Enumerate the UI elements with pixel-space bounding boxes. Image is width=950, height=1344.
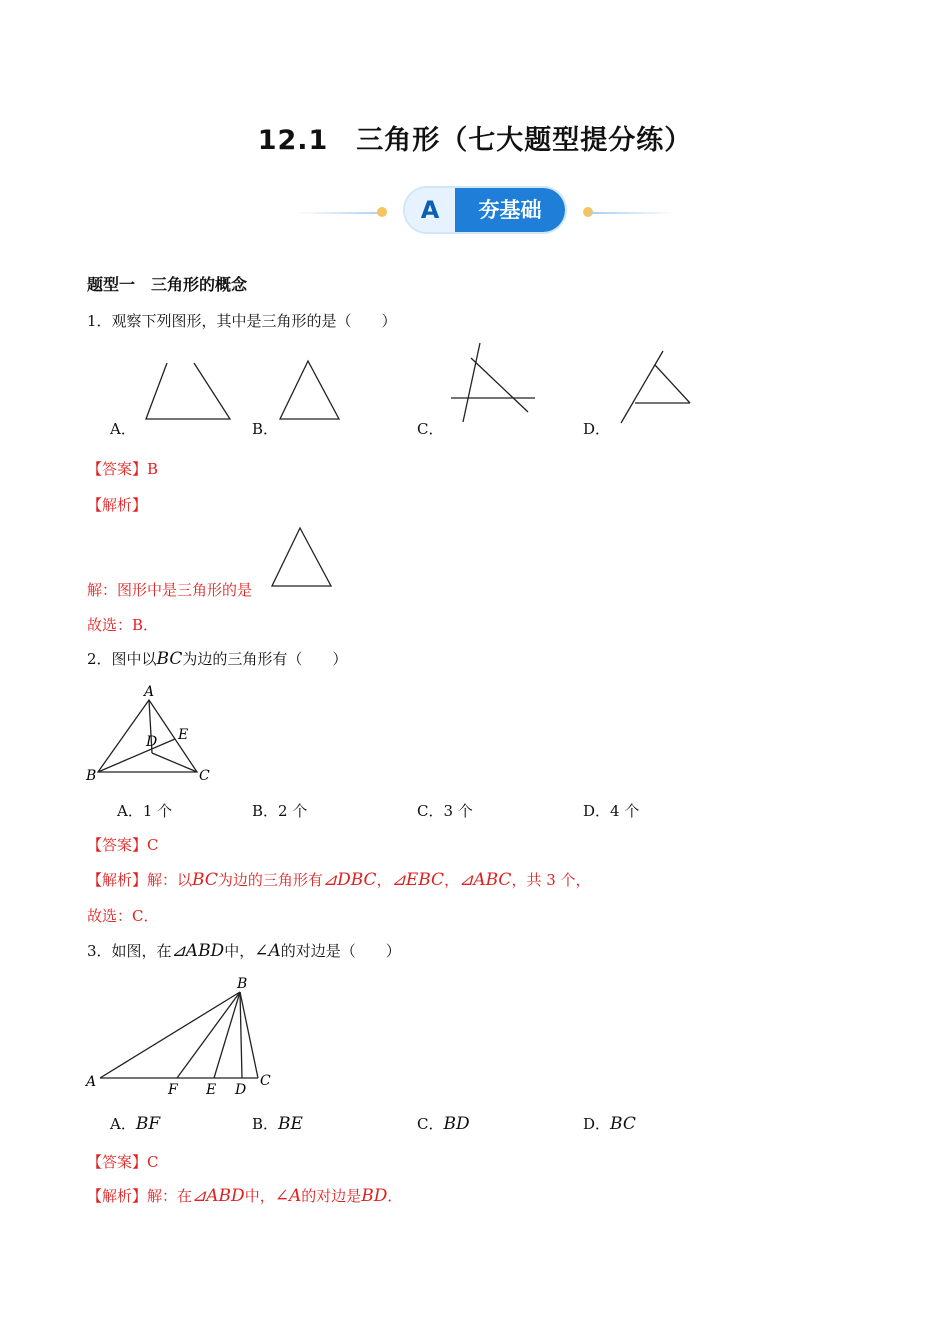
level-badge	[405, 188, 565, 232]
q3-sol-mid2: 的对边是	[301, 1187, 362, 1205]
q3-option-d	[583, 1113, 636, 1134]
q2-conclusion: 故选：C．	[87, 907, 159, 925]
q3-answer-tag: 【答案】	[87, 1153, 148, 1171]
q2-sol-pre: 解：以	[147, 871, 193, 889]
q1-figure-a	[140, 355, 240, 427]
level-letter: A	[405, 188, 455, 232]
q3-sol-mid: 中，	[244, 1187, 275, 1205]
q3-point-a: A	[86, 1074, 97, 1090]
q3-option-d-letter: D．	[583, 1115, 611, 1133]
q2-point-a: A	[144, 684, 155, 700]
q3-stem-mid: 中，	[224, 942, 255, 960]
q1-option-a-label: A．	[110, 420, 136, 438]
q3-point-c: C	[260, 1073, 271, 1089]
level-label: 夯基础	[455, 188, 565, 232]
q1-answer-value: B	[147, 460, 159, 478]
q2-sol-var: BC	[192, 870, 218, 890]
q3-option-b	[252, 1113, 303, 1134]
q2-tri-2: ⊿EBC	[391, 870, 445, 890]
q3-sol-angle: ∠A	[274, 1186, 302, 1206]
q3-stem-tri: ⊿ABD	[171, 941, 225, 961]
q3-figure	[82, 972, 282, 1102]
q3-stem-post: 的对边是（ ）	[280, 942, 401, 960]
q3-option-b-letter: B．	[252, 1115, 279, 1133]
banner-left-line	[295, 212, 385, 214]
q3-analysis-tag: 【解析】	[87, 1187, 148, 1205]
q1-solution-figure	[268, 522, 338, 592]
q3-sol-end: ．	[387, 1187, 403, 1205]
q3-stem	[87, 940, 401, 961]
q3-option-a-value: BF	[135, 1114, 161, 1134]
q3-answer	[87, 1151, 159, 1172]
section-heading: 题型一 三角形的概念	[87, 275, 248, 294]
q2-point-b: B	[86, 768, 97, 784]
q1-analysis-tag: 【解析】	[87, 496, 148, 514]
q1-option-b-label: B．	[252, 420, 279, 438]
q2-option-a: A．1 个	[117, 802, 173, 820]
q2-figure	[82, 680, 222, 785]
q3-option-d-value: BC	[610, 1114, 636, 1134]
q1-solution: 解：图形中是三角形的是	[87, 581, 253, 599]
q2-answer-tag: 【答案】	[87, 836, 148, 854]
q1-figure-d	[615, 345, 700, 427]
q3-stem-angle: ∠A	[254, 941, 281, 961]
q1-answer	[87, 458, 158, 479]
q2-tri-1: ⊿DBC	[322, 870, 377, 890]
q3-sol-var: BD	[361, 1186, 388, 1206]
q3-sol-tri: ⊿ABD	[192, 1186, 245, 1206]
q3-option-c-value: BD	[443, 1114, 470, 1134]
q2-analysis: 【解析】解：以BC为边的三角形有⊿DBC，⊿EBC，⊿ABC，共 3 个，	[87, 870, 591, 890]
q3-point-b: B	[237, 976, 248, 992]
q2-answer-value: C	[147, 836, 159, 854]
q3-point-f: F	[168, 1082, 178, 1098]
q3-option-c-letter: C．	[417, 1115, 444, 1133]
q1-figure-c	[445, 340, 545, 425]
q1-option-c-label: C．	[417, 420, 444, 438]
q1-answer-tag: 【答案】	[87, 460, 148, 478]
q2-stem-pre: 2．图中以	[87, 650, 157, 668]
banner-right-line	[590, 212, 675, 214]
q1-figure-b	[275, 355, 350, 427]
q2-option-c: C．3 个	[417, 802, 473, 820]
q3-option-a-letter: A．	[110, 1115, 136, 1133]
q1-conclusion: 故选：B．	[87, 616, 159, 634]
q3-sol-pre: 解：在	[147, 1187, 193, 1205]
q3-option-b-value: BE	[278, 1114, 303, 1134]
q3-answer-value: C	[147, 1153, 159, 1171]
q1-stem: 1．观察下列图形，其中是三角形的是（ ）	[87, 312, 397, 330]
q2-tri-3: ⊿ABC	[459, 870, 512, 890]
q3-stem-pre: 3．如图，在	[87, 942, 172, 960]
q2-option-d: D．4 个	[583, 802, 640, 820]
q2-answer	[87, 834, 159, 855]
q2-point-d: D	[146, 734, 158, 750]
q2-stem	[87, 648, 347, 669]
q2-analysis-tag: 【解析】	[87, 871, 148, 889]
q2-option-b: B．2 个	[252, 802, 308, 820]
q3-analysis	[87, 1185, 402, 1206]
q3-point-e: E	[206, 1082, 217, 1098]
q2-point-c: C	[199, 768, 210, 784]
banner-left-dot	[377, 207, 387, 217]
q3-option-a	[110, 1113, 160, 1134]
q2-point-e: E	[178, 727, 189, 743]
q1-option-d-label: D．	[583, 420, 611, 438]
page-title: 12.1 三角形（七大题型提分练）	[257, 125, 693, 156]
q2-stem-var: BC	[156, 649, 183, 669]
q3-point-d: D	[235, 1082, 247, 1098]
q2-sol-mid: 为边的三角形有	[217, 871, 323, 889]
q2-stem-post: 为边的三角形有（ ）	[182, 650, 348, 668]
q2-sol-post: ，共 3 个，	[511, 871, 591, 889]
q3-option-c	[417, 1113, 470, 1134]
